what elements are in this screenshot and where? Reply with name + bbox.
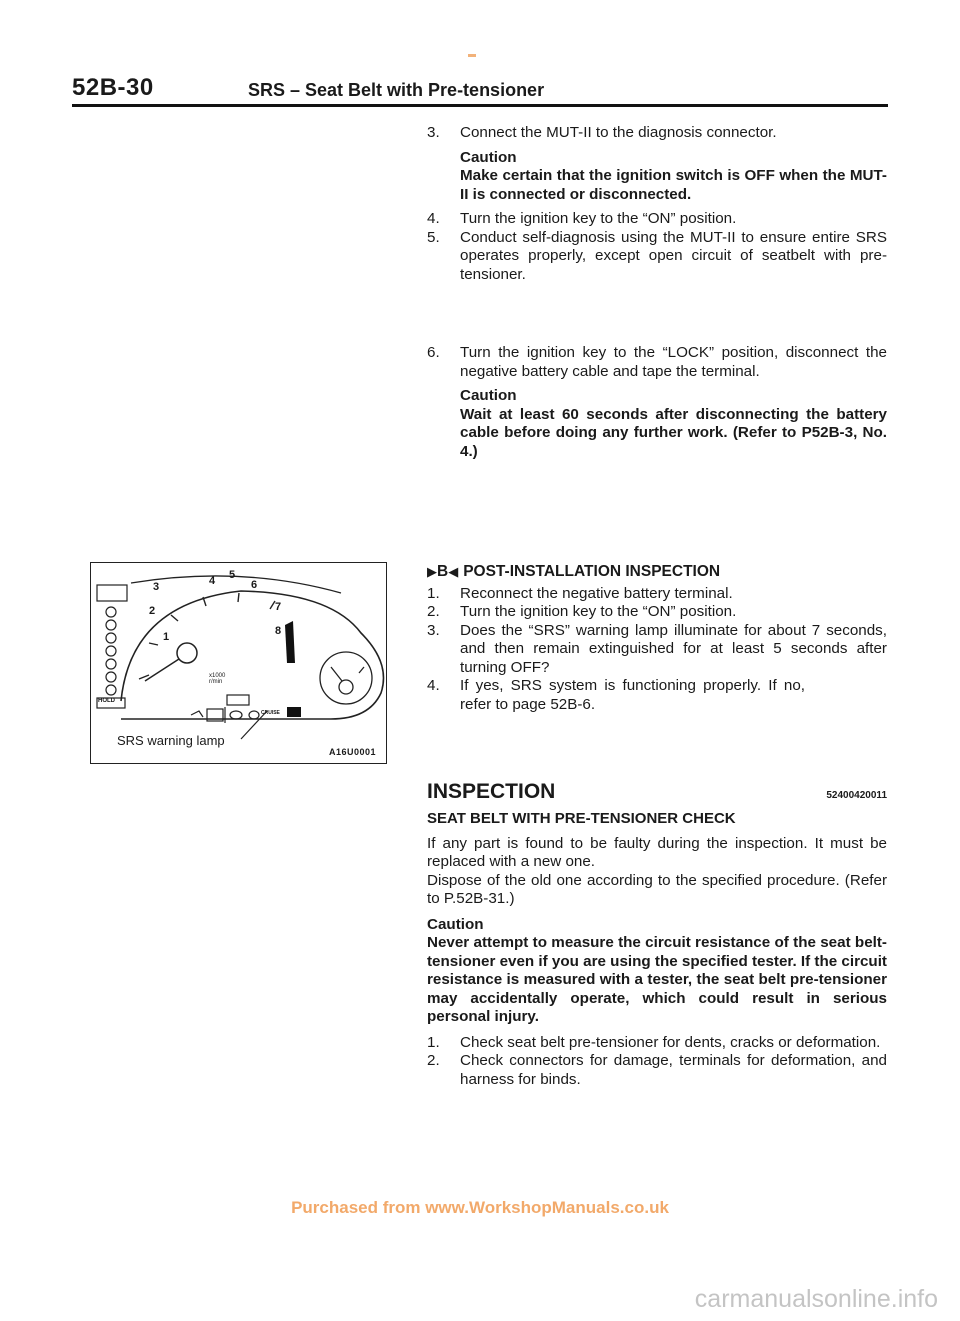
step-5 bbox=[427, 229, 887, 285]
caution-title: Caution bbox=[427, 915, 484, 933]
section-heading: INSPECTION bbox=[427, 780, 556, 803]
gauge-number: 2 bbox=[149, 605, 156, 617]
post-installation-heading bbox=[427, 563, 887, 582]
caution-body: Never attempt to measure the circuit resistance of the seat belt-tensioner even if you are using the specified tester. If the circuit resistance is measured with a tester, the seat belt pre-tensioner may accidentally operate, which could result in serious personal injury. bbox=[427, 934, 887, 1025]
scan-mark bbox=[468, 54, 476, 57]
instrument-cluster-figure bbox=[90, 562, 387, 764]
inspection-block bbox=[427, 810, 887, 1089]
hold-indicator: HOLD bbox=[98, 698, 115, 704]
figure-code: A16U0001 bbox=[328, 747, 376, 757]
step-text: Turn the ignition key to the “ON” position. bbox=[460, 210, 737, 227]
caution-body: Wait at least 60 seconds after disconnecting the battery cable before doing any further work. (Refer to P52B-3, No. 4.) bbox=[460, 405, 887, 460]
page-title: SRS – Seat Belt with Pre-tensioner bbox=[248, 80, 545, 100]
sub-heading: SEAT BELT WITH PRE-TENSIONER CHECK bbox=[427, 810, 736, 827]
arrow-left-icon: ◀ bbox=[448, 564, 459, 579]
gauge-number: 7 bbox=[275, 601, 282, 613]
figure-caption: SRS warning lamp bbox=[117, 733, 225, 748]
inspection-heading-row bbox=[427, 780, 887, 804]
gauge-number: 4 bbox=[209, 575, 216, 587]
step-number: 3. bbox=[427, 124, 440, 141]
section-code: 52400420011 bbox=[826, 790, 887, 801]
caution-title: Caution bbox=[460, 387, 517, 404]
step-text: Reconnect the negative battery terminal. bbox=[460, 584, 733, 602]
step-text: Turn the ignition key to the “ON” position. bbox=[460, 603, 737, 620]
step-number: 2. bbox=[427, 1052, 440, 1069]
caution-title: Caution bbox=[460, 148, 517, 166]
watermark-link[interactable]: Purchased from www.WorkshopManuals.co.uk bbox=[291, 1198, 669, 1217]
step-text: Conduct self-diagnosis using the MUT-II to ensure entire SRS operates properly, except open circuit of seatbelt with pre-tensioner. bbox=[460, 228, 887, 283]
header-rule bbox=[72, 104, 888, 107]
post-step-4 bbox=[427, 677, 887, 714]
step-number: 4. bbox=[427, 210, 440, 227]
procedure-block-1 bbox=[427, 124, 887, 284]
gauge-number: 8 bbox=[275, 625, 282, 637]
post-step-3 bbox=[427, 622, 887, 678]
post-step-2 bbox=[427, 603, 887, 622]
tach-multiplier: x1000 r/min bbox=[209, 673, 226, 685]
step-number: 1. bbox=[427, 1033, 440, 1051]
procedure-block-2 bbox=[427, 344, 887, 461]
step-text: Does the “SRS” warning lamp illuminate for about 7 seconds, and then remain extinguished for at least 5 seconds after turning OFF? bbox=[460, 621, 887, 676]
step-number: 1. bbox=[427, 584, 440, 602]
procedure-letter: B bbox=[437, 563, 449, 580]
step-6 bbox=[427, 344, 887, 381]
post-step-1 bbox=[427, 585, 887, 604]
step-number: 5. bbox=[427, 228, 440, 246]
gauge-number: 5 bbox=[229, 569, 236, 581]
caution-body: Make certain that the ignition switch is OFF when the MUT-II is connected or disconnected. bbox=[460, 167, 887, 203]
step-text: If yes, SRS system is functioning properly. If no, refer to page 52B-6. bbox=[460, 677, 805, 713]
step-text: Check connectors for damage, terminals for deformation, and harness for binds. bbox=[460, 1052, 887, 1088]
gauge-number: 3 bbox=[153, 581, 160, 593]
step-text: Connect the MUT-II to the diagnosis connector. bbox=[460, 124, 777, 141]
step-3 bbox=[427, 124, 887, 143]
page-number: 52B-30 bbox=[72, 74, 154, 101]
cruise-indicator: CRUISE bbox=[261, 710, 280, 716]
step-4 bbox=[427, 210, 887, 229]
paragraph: Dispose of the old one according to the specified procedure. (Refer to P.52B-31.) bbox=[427, 871, 887, 907]
paragraph: If any part is found to be faulty during the inspection. It must be replaced with a new one. bbox=[427, 834, 887, 870]
heading-text: POST-INSTALLATION INSPECTION bbox=[463, 563, 721, 580]
arrow-right-icon: ▶ bbox=[427, 564, 437, 579]
step-number: 6. bbox=[427, 344, 440, 361]
step-number: 2. bbox=[427, 603, 440, 620]
step-number: 4. bbox=[427, 677, 440, 694]
step-number: 3. bbox=[427, 621, 440, 639]
inspection-step-2 bbox=[427, 1052, 887, 1089]
gauge-number: 6 bbox=[251, 579, 258, 591]
step-text: Check seat belt pre-tensioner for dents, cracks or deformation. bbox=[460, 1033, 881, 1051]
footer-logo: carmanualsonline.info bbox=[694, 1285, 938, 1313]
step-text: Turn the ignition key to the “LOCK” position, disconnect the negative battery cable and tape the terminal. bbox=[460, 344, 887, 380]
gauge-number: 1 bbox=[163, 631, 170, 643]
post-installation-block bbox=[427, 563, 887, 714]
inspection-step-1 bbox=[427, 1034, 887, 1053]
